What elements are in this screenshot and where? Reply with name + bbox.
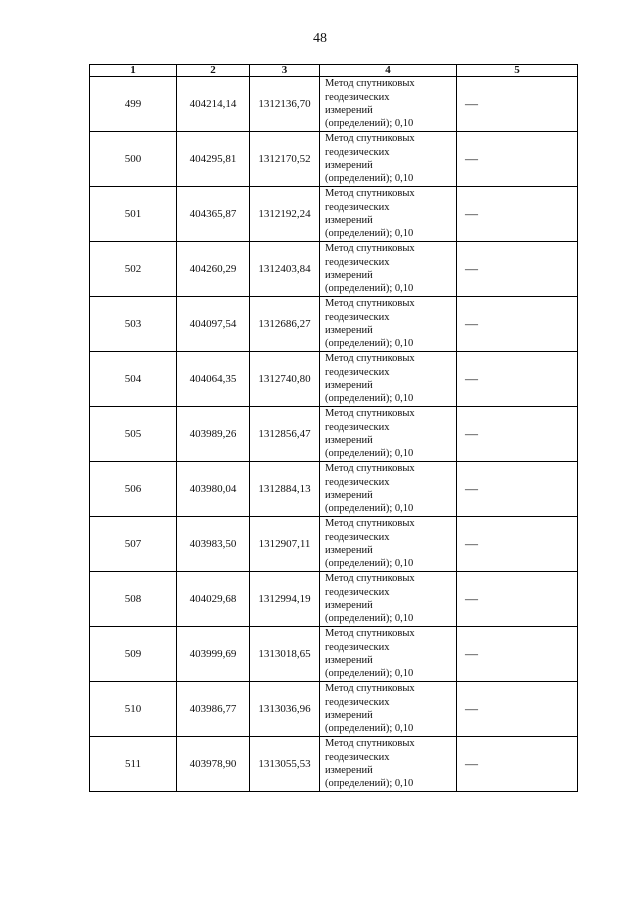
coordinate-x: 403986,77 [177, 682, 250, 737]
method-line: измерений [325, 600, 373, 611]
method-line: (определений); 0,10 [325, 668, 414, 680]
description-cell: — [457, 352, 578, 407]
coordinate-y: 1312136,70 [250, 77, 320, 132]
coordinate-y: 1312740,80 [250, 352, 320, 407]
table-row [90, 187, 578, 242]
coordinate-x: 404097,54 [177, 297, 250, 352]
coordinate-x: 403978,90 [177, 737, 250, 792]
method-line: геодезических [325, 146, 390, 158]
method-line: измерений [325, 765, 373, 776]
table-header-row [90, 65, 578, 77]
method-line: (определений); 0,10 [325, 338, 414, 350]
table-row [90, 242, 578, 297]
method-line: измерений [325, 270, 373, 281]
method-line: геодезических [325, 641, 390, 653]
coordinate-y: 1312884,13 [250, 462, 320, 517]
description-cell: — [457, 187, 578, 242]
method-line: геодезических [325, 751, 390, 763]
coordinate-y: 1313018,65 [250, 627, 320, 682]
method-line: Метод спутниковых [325, 573, 415, 585]
method-line: Метод спутниковых [325, 463, 415, 475]
description-cell: — [457, 77, 578, 132]
table-row [90, 352, 578, 407]
coordinate-x: 404295,81 [177, 132, 250, 187]
point-number: 511 [90, 737, 177, 792]
coordinate-y: 1312403,84 [250, 242, 320, 297]
description-cell: — [457, 132, 578, 187]
point-number: 499 [90, 77, 177, 132]
method-line: Метод спутниковых [325, 518, 415, 530]
description-cell: — [457, 627, 578, 682]
coordinate-y: 1312907,11 [250, 517, 320, 572]
method-cell [320, 242, 457, 297]
description-cell: — [457, 737, 578, 792]
coordinate-x: 404365,87 [177, 187, 250, 242]
header-col-2: 2 [177, 65, 250, 77]
coordinate-y: 1313036,96 [250, 682, 320, 737]
method-line: Метод спутниковых [325, 738, 415, 750]
point-number: 503 [90, 297, 177, 352]
coordinate-x: 403999,69 [177, 627, 250, 682]
point-number: 502 [90, 242, 177, 297]
coordinates-table [89, 64, 578, 792]
coordinate-x: 404260,29 [177, 242, 250, 297]
description-cell: — [457, 682, 578, 737]
method-line: геодезических [325, 91, 390, 103]
point-number: 505 [90, 407, 177, 462]
coordinate-y: 1312192,24 [250, 187, 320, 242]
point-number: 501 [90, 187, 177, 242]
point-number: 507 [90, 517, 177, 572]
method-line: Метод спутниковых [325, 243, 415, 255]
method-line: геодезических [325, 476, 390, 488]
method-cell [320, 462, 457, 517]
method-line: (определений); 0,10 [325, 228, 414, 240]
table-row [90, 517, 578, 572]
method-line: измерений [325, 710, 373, 721]
method-line: (определений); 0,10 [325, 778, 414, 790]
method-cell [320, 572, 457, 627]
method-line: измерений [325, 325, 373, 336]
method-line: геодезических [325, 421, 390, 433]
method-line: измерений [325, 160, 373, 171]
table-row [90, 737, 578, 792]
coordinate-y: 1313055,53 [250, 737, 320, 792]
point-number: 509 [90, 627, 177, 682]
method-line: Метод спутниковых [325, 298, 415, 310]
method-line: Метод спутниковых [325, 683, 415, 695]
point-number: 504 [90, 352, 177, 407]
table-row [90, 77, 578, 132]
method-line: (определений); 0,10 [325, 118, 414, 130]
method-cell [320, 77, 457, 132]
table-row [90, 572, 578, 627]
method-cell [320, 627, 457, 682]
header-col-1: 1 [90, 65, 177, 77]
method-line: геодезических [325, 366, 390, 378]
point-number: 508 [90, 572, 177, 627]
description-cell: — [457, 407, 578, 462]
method-line: геодезических [325, 586, 390, 598]
method-line: измерений [325, 490, 373, 501]
method-line: (определений); 0,10 [325, 613, 414, 625]
table-body [90, 77, 578, 792]
page-number: 48 [313, 31, 327, 46]
method-line: измерений [325, 105, 373, 116]
method-line: (определений); 0,10 [325, 503, 414, 515]
coordinate-x: 404029,68 [177, 572, 250, 627]
method-line: измерений [325, 545, 373, 556]
method-line: (определений); 0,10 [325, 283, 414, 295]
method-line: Метод спутниковых [325, 78, 415, 90]
method-cell [320, 737, 457, 792]
header-col-5: 5 [457, 65, 578, 77]
table-row [90, 297, 578, 352]
method-line: (определений); 0,10 [325, 558, 414, 570]
method-cell [320, 132, 457, 187]
coordinate-y: 1312994,19 [250, 572, 320, 627]
description-cell: — [457, 517, 578, 572]
point-number: 510 [90, 682, 177, 737]
coordinate-y: 1312856,47 [250, 407, 320, 462]
table-row [90, 682, 578, 737]
header-col-3: 3 [250, 65, 320, 77]
method-line: геодезических [325, 696, 390, 708]
coordinate-x: 403983,50 [177, 517, 250, 572]
method-cell [320, 682, 457, 737]
table-row [90, 407, 578, 462]
method-line: измерений [325, 215, 373, 226]
table-row [90, 462, 578, 517]
method-line: (определений); 0,10 [325, 393, 414, 405]
method-line: измерений [325, 655, 373, 666]
description-cell: — [457, 462, 578, 517]
method-line: (определений); 0,10 [325, 173, 414, 185]
method-line: Метод спутниковых [325, 188, 415, 200]
table-row [90, 627, 578, 682]
coordinate-x: 404214,14 [177, 77, 250, 132]
method-line: геодезических [325, 201, 390, 213]
coordinate-x: 404064,35 [177, 352, 250, 407]
method-cell [320, 517, 457, 572]
coordinate-y: 1312170,52 [250, 132, 320, 187]
header-col-4: 4 [320, 65, 457, 77]
method-line: геодезических [325, 531, 390, 543]
method-line: измерений [325, 435, 373, 446]
method-cell [320, 187, 457, 242]
description-cell: — [457, 572, 578, 627]
table-row [90, 132, 578, 187]
method-line: Метод спутниковых [325, 408, 415, 420]
description-cell: — [457, 242, 578, 297]
method-line: Метод спутниковых [325, 628, 415, 640]
point-number: 506 [90, 462, 177, 517]
coordinate-x: 403989,26 [177, 407, 250, 462]
method-cell [320, 297, 457, 352]
method-line: Метод спутниковых [325, 133, 415, 145]
method-line: (определений); 0,10 [325, 723, 414, 735]
method-line: (определений); 0,10 [325, 448, 414, 460]
method-line: измерений [325, 380, 373, 391]
method-line: Метод спутниковых [325, 353, 415, 365]
method-cell [320, 352, 457, 407]
description-cell: — [457, 297, 578, 352]
method-cell [320, 407, 457, 462]
method-line: геодезических [325, 256, 390, 268]
method-line: геодезических [325, 311, 390, 323]
coordinate-x: 403980,04 [177, 462, 250, 517]
coordinate-y: 1312686,27 [250, 297, 320, 352]
point-number: 500 [90, 132, 177, 187]
